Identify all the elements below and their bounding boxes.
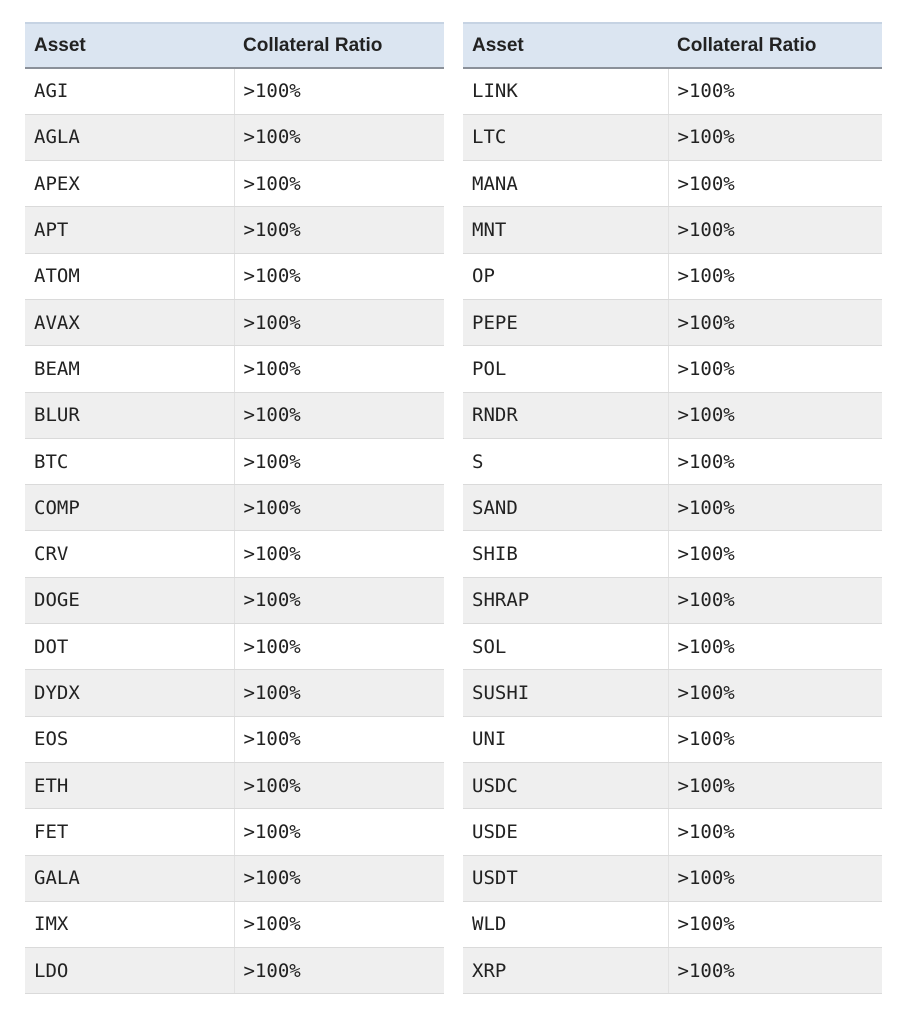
collateral-ratio-cell: >100%	[668, 948, 882, 994]
table-row	[25, 762, 444, 808]
asset-cell: CRV	[25, 531, 234, 577]
asset-cell: DOT	[25, 624, 234, 670]
collateral-ratio-cell: >100%	[234, 392, 444, 438]
column-header-asset: Asset	[463, 23, 668, 68]
asset-cell: EOS	[25, 716, 234, 762]
table-row	[463, 299, 882, 345]
table-row	[463, 531, 882, 577]
table-row	[463, 68, 882, 114]
asset-cell: MANA	[463, 161, 668, 207]
collateral-ratio-cell: >100%	[234, 485, 444, 531]
collateral-ratio-cell: >100%	[234, 299, 444, 345]
asset-cell: MNT	[463, 207, 668, 253]
collateral-ratio-cell: >100%	[234, 531, 444, 577]
table-row	[463, 855, 882, 901]
table-row	[25, 948, 444, 994]
collateral-ratio-cell: >100%	[668, 68, 882, 114]
asset-cell: OP	[463, 253, 668, 299]
asset-cell: ETH	[25, 762, 234, 808]
table-row	[463, 438, 882, 484]
table-row	[463, 161, 882, 207]
table-row	[25, 624, 444, 670]
collateral-ratio-cell: >100%	[234, 438, 444, 484]
table-row	[463, 762, 882, 808]
table-row	[25, 299, 444, 345]
asset-cell: LINK	[463, 68, 668, 114]
table-row	[25, 438, 444, 484]
collateral-table-right	[463, 22, 882, 994]
collateral-ratio-cell: >100%	[234, 346, 444, 392]
asset-cell: S	[463, 438, 668, 484]
table-row	[25, 392, 444, 438]
collateral-ratio-cell: >100%	[234, 114, 444, 160]
column-header-asset: Asset	[25, 23, 234, 68]
table-row	[25, 670, 444, 716]
asset-cell: AGLA	[25, 114, 234, 160]
collateral-ratio-cell: >100%	[234, 809, 444, 855]
asset-cell: LTC	[463, 114, 668, 160]
table-row	[463, 485, 882, 531]
collateral-ratio-cell: >100%	[668, 762, 882, 808]
asset-cell: WLD	[463, 901, 668, 947]
asset-cell: BTC	[25, 438, 234, 484]
collateral-ratio-cell: >100%	[668, 392, 882, 438]
column-header-collateral-ratio: Collateral Ratio	[668, 23, 882, 68]
table-row	[25, 346, 444, 392]
collateral-ratio-cell: >100%	[668, 114, 882, 160]
table-row	[463, 207, 882, 253]
collateral-ratio-cell: >100%	[234, 762, 444, 808]
table-row	[463, 346, 882, 392]
asset-cell: SOL	[463, 624, 668, 670]
table-row	[463, 670, 882, 716]
collateral-ratio-cell: >100%	[668, 716, 882, 762]
asset-cell: APEX	[25, 161, 234, 207]
asset-cell: AVAX	[25, 299, 234, 345]
collateral-ratio-cell: >100%	[234, 624, 444, 670]
collateral-ratio-cell: >100%	[234, 68, 444, 114]
collateral-ratio-cell: >100%	[668, 809, 882, 855]
asset-cell: APT	[25, 207, 234, 253]
table-row	[463, 948, 882, 994]
collateral-ratio-cell: >100%	[234, 577, 444, 623]
table-row	[463, 577, 882, 623]
collateral-ratio-cell: >100%	[668, 670, 882, 716]
collateral-ratio-cell: >100%	[234, 670, 444, 716]
asset-cell: RNDR	[463, 392, 668, 438]
table-row	[25, 855, 444, 901]
table-row	[463, 114, 882, 160]
asset-cell: USDT	[463, 855, 668, 901]
asset-cell: SUSHI	[463, 670, 668, 716]
collateral-ratio-cell: >100%	[668, 485, 882, 531]
asset-cell: USDE	[463, 809, 668, 855]
table-row	[463, 392, 882, 438]
table-row	[25, 114, 444, 160]
collateral-ratio-cell: >100%	[668, 901, 882, 947]
asset-cell: UNI	[463, 716, 668, 762]
table-header-row	[25, 23, 444, 68]
table-row	[463, 901, 882, 947]
table-row	[25, 207, 444, 253]
asset-cell: BEAM	[25, 346, 234, 392]
table-row	[25, 68, 444, 114]
asset-cell: POL	[463, 346, 668, 392]
table-row	[25, 485, 444, 531]
asset-cell: DOGE	[25, 577, 234, 623]
collateral-ratio-cell: >100%	[668, 531, 882, 577]
table-row	[463, 624, 882, 670]
asset-cell: AGI	[25, 68, 234, 114]
collateral-ratio-cell: >100%	[668, 207, 882, 253]
asset-cell: SHRAP	[463, 577, 668, 623]
table-row	[25, 716, 444, 762]
collateral-ratio-cell: >100%	[234, 855, 444, 901]
collateral-ratio-cell: >100%	[668, 438, 882, 484]
collateral-ratio-cell: >100%	[668, 346, 882, 392]
asset-cell: LDO	[25, 948, 234, 994]
asset-cell: BLUR	[25, 392, 234, 438]
collateral-ratio-cell: >100%	[234, 207, 444, 253]
collateral-ratio-cell: >100%	[234, 161, 444, 207]
asset-cell: FET	[25, 809, 234, 855]
asset-cell: GALA	[25, 855, 234, 901]
table-row	[25, 253, 444, 299]
asset-cell: USDC	[463, 762, 668, 808]
table-row	[25, 531, 444, 577]
asset-cell: DYDX	[25, 670, 234, 716]
table-row	[463, 716, 882, 762]
collateral-ratio-cell: >100%	[668, 253, 882, 299]
collateral-ratio-cell: >100%	[234, 948, 444, 994]
collateral-ratio-cell: >100%	[668, 624, 882, 670]
table-header-row	[463, 23, 882, 68]
collateral-ratio-cell: >100%	[234, 901, 444, 947]
table-row	[463, 253, 882, 299]
table-row	[25, 577, 444, 623]
asset-cell: IMX	[25, 901, 234, 947]
collateral-ratio-cell: >100%	[668, 161, 882, 207]
table-row	[25, 809, 444, 855]
table-row	[25, 161, 444, 207]
table-row	[25, 901, 444, 947]
collateral-ratio-cell: >100%	[234, 253, 444, 299]
asset-cell: SHIB	[463, 531, 668, 577]
asset-cell: XRP	[463, 948, 668, 994]
asset-cell: SAND	[463, 485, 668, 531]
table-row	[463, 809, 882, 855]
collateral-ratio-cell: >100%	[668, 577, 882, 623]
collateral-ratio-cell: >100%	[234, 716, 444, 762]
collateral-ratio-cell: >100%	[668, 299, 882, 345]
asset-cell: ATOM	[25, 253, 234, 299]
asset-cell: PEPE	[463, 299, 668, 345]
column-header-collateral-ratio: Collateral Ratio	[234, 23, 444, 68]
asset-cell: COMP	[25, 485, 234, 531]
collateral-ratio-cell: >100%	[668, 855, 882, 901]
collateral-table-left	[25, 22, 444, 994]
